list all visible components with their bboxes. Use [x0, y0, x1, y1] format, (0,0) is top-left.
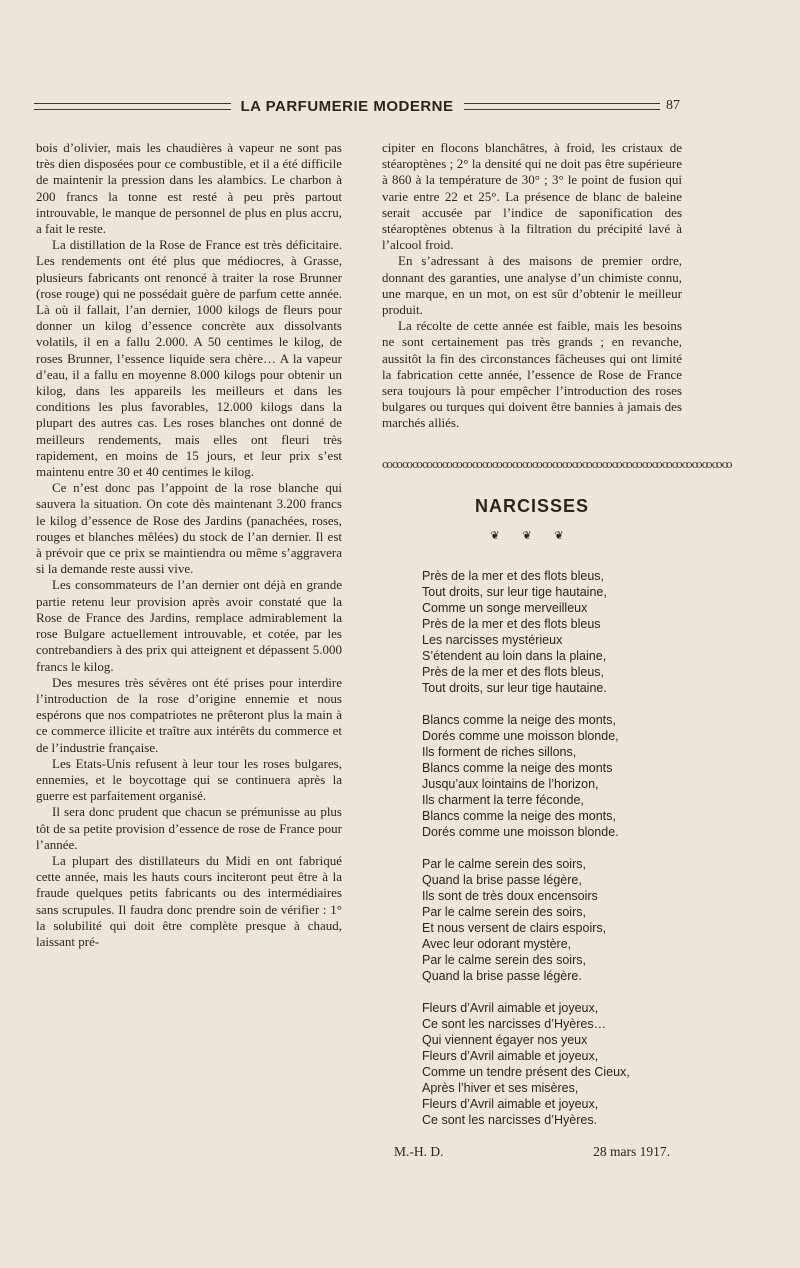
- paragraph: Les Etats-Unis refusent à leur tour les roses bulgares, ennemies, et le boycottage qui se continuera après la guerre est parfaitement organisé.: [36, 755, 342, 804]
- paragraph: Il sera donc prudent que chacun se prémunisse au plus tôt de sa petite provision d’essence de rose de France pour l’année.: [36, 804, 342, 852]
- verse-line: Jusqu’aux lointains de l’horizon,: [422, 777, 599, 792]
- verse-line: Ils sont de très doux encensoirs: [422, 889, 598, 904]
- poem: [422, 568, 682, 1128]
- verse-line: Ils forment de riches sillons,: [422, 745, 577, 760]
- verse-line: Blancs comme la neige des monts,: [422, 809, 616, 824]
- ornamental-divider: ꝏꝏꝏꝏꝏꝏꝏꝏꝏꝏꝏꝏꝏꝏꝏꝏꝏꝏꝏꝏꝏꝏꝏꝏꝏꝏꝏꝏꝏꝏꝏꝏꝏꝏꝏ: [382, 458, 732, 471]
- verse-line: Blancs comme la neige des monts: [422, 761, 613, 776]
- stanza: [422, 712, 682, 840]
- verse-line: Qui viennent égayer nos yeux: [422, 1033, 588, 1048]
- right-column: [382, 140, 732, 1160]
- verse-line: Blancs comme la neige des monts,: [422, 713, 616, 728]
- fleuron-icon: ❦ ❦ ❦: [490, 529, 574, 542]
- verse-line: Par le calme serein des soirs,: [422, 857, 586, 872]
- paragraph: Des mesures très sévères ont été prises pour interdire l’introduction de la rose d’origine ennemie et nous espérons que nos compatriotes ne prêteront plus la main à ce commerce illicite et traître aux intérêts du commerce et de l’industrie française.: [36, 674, 342, 755]
- verse-line: Près de la mer et des flots bleus,: [422, 665, 605, 680]
- verse-line: Après l’hiver et ses misères,: [422, 1081, 579, 1096]
- verse-line: Quand la brise passe légère.: [422, 969, 582, 984]
- verse-line: Fleurs d’Avril aimable et joyeux,: [422, 1049, 599, 1064]
- paragraph: La récolte de cette année est faible, mais les besoins ne sont certainement pas très grands ; en revanche, aussitôt la fin des circonstances fâcheuses qui ont limité la fabrication cette année, l’essence de Rose de France sera toujours là pour empêcher l’introduction des roses bulgares ou turques qui doivent être bannies à jamais des marchés alliés.: [382, 318, 682, 431]
- paragraph: cipiter en flocons blanchâtres, à froid, les cristaux de stéaroptènes ; 2° la densité qui ne doit pas être supérieure à 860 à la température de 30° ; 3° le point de fusion qui varie entre 22 et 25°. La présence de blanc de baleine serait accusée par l’indice de saponification des stéaroptènes obtenus à la filtration du précipité lavé à l’alcool froid.: [382, 140, 682, 253]
- verse-line: Par le calme serein des soirs,: [422, 905, 586, 920]
- verse-line: Et nous versent de clairs espoirs,: [422, 921, 607, 936]
- paragraph: bois d’olivier, mais les chaudières à vapeur ne sont pas très dien disposées pour ce combustible, et il a été difficile de maintenir la pression dans les alambics. Le charbon à 200 francs la tonne est resté à peu près partout introuvable, le manque de personnel de plus en plus accru, a fait le reste.: [36, 140, 342, 237]
- poem-title: NARCISSES: [474, 495, 590, 516]
- verse-line: Avec leur odorant mystère,: [422, 937, 572, 952]
- verse-line: Dorés comme une moisson blonde.: [422, 825, 619, 840]
- signature-line: [382, 1144, 682, 1160]
- left-column: [36, 140, 342, 950]
- verse-line: Comme un tendre présent des Cieux,: [422, 1065, 630, 1080]
- page-number: 87: [666, 98, 680, 113]
- verse-line: Tout droits, sur leur tige hautaine,: [422, 585, 607, 600]
- author-initials: M.-H. D.: [394, 1144, 444, 1160]
- header-rule-left: [34, 103, 231, 110]
- verse-line: Dorés comme une moisson blonde,: [422, 729, 619, 744]
- poem-date: 28 mars 1917.: [593, 1144, 670, 1160]
- header-rule-right: [464, 103, 661, 110]
- verse-line: Quand la brise passe légère,: [422, 873, 582, 888]
- verse-line: Les narcisses mystérieux: [422, 633, 563, 648]
- verse-line: Ce sont les narcisses d’Hyères.: [422, 1113, 598, 1128]
- paragraph: La plupart des distillateurs du Midi en ont fabriqué cette année, mais les hauts cours inciteront peut être à la fraude quelques petits fabricants ou des intermédiaires sans scrupules. Il faudra donc prendre soin de vérifier : 1° la solubilité qui doit être complète presque à chaud, laissant pré-: [36, 852, 342, 949]
- verse-line: Ce sont les narcisses d’Hyères…: [422, 1017, 607, 1032]
- verse-line: Près de la mer et des flots bleus,: [422, 569, 605, 584]
- paragraph: La distillation de la Rose de France est très déficitaire. Les rendements ont été plus que médiocres, à Grasse, plusieurs fabricants ont renoncé à traiter la rose Brunner (rose rouge) qui ne possédait guère de parfum cette année. Là où il fallait, l’an dernier, 1000 kilogs de fleurs pour donner un kilog d’essence concrète aux dissolvants volatils, il en a fallu 2.000. A 50 centimes le kilog, de roses Brunner, l’essence liquide sera chère… A la vapeur d’eau, il a fallu en moyenne 8.000 kilogs pour obtenir un kilog, dans les appareils les meilleurs et dans les conditions les plus favorables, 12.000 kilogs dans la plupart des autres cas. Les roses blanches ont donné de meilleurs rendements, mais elles ont fleuri très rapidement, en moins de 15 jours, et leur prix s’est maintenu entre 30 et 40 centimes le kilog.: [36, 237, 342, 480]
- verse-line: Fleurs d’Avril aimable et joyeux,: [422, 1097, 599, 1112]
- stanza: [422, 1000, 682, 1128]
- verse-line: Ils charment la terre féconde,: [422, 793, 584, 808]
- running-header: [34, 92, 680, 120]
- verse-line: Comme un songe merveilleux: [422, 601, 588, 616]
- stanza: [422, 568, 682, 696]
- verse-line: Par le calme serein des soirs,: [422, 953, 586, 968]
- paragraph: Les consommateurs de l’an dernier ont déjà en grande partie retenu leur provision après avoir constaté que la Rose de France des Jardins, remplace admirablement la rose Bulgare actuellement introuvable, et cotée, par les contrebandiers à des prix qui atteignent et dépassent 5.000 francs le kilog.: [36, 577, 342, 674]
- verse-line: Tout droits, sur leur tige hautaine.: [422, 681, 607, 696]
- stanza: [422, 856, 682, 984]
- verse-line: S’étendent au loin dans la plaine,: [422, 649, 607, 664]
- verse-line: Fleurs d’Avril aimable et joyeux,: [422, 1001, 599, 1016]
- journal-title: LA PARFUMERIE MODERNE: [240, 97, 454, 115]
- paragraph: En s’adressant à des maisons de premier ordre, donnant des garanties, une analyse d’un chimiste connu, une marque, en un mot, on est sûr d’obtenir le meilleur produit.: [382, 253, 682, 318]
- verse-line: Près de la mer et des flots bleus: [422, 617, 601, 632]
- paragraph: Ce n’est donc pas l’appoint de la rose blanche qui sauvera la situation. On cote dès maintenant 3.200 francs le kilog d’essence de Rose des Jardins (panachées, roses, rouges et blanches mêlées) du stock de l’an dernier. Il est à prévoir que ce prix se maintiendra ou même s’aggravera si la demande reste aussi vive.: [36, 480, 342, 577]
